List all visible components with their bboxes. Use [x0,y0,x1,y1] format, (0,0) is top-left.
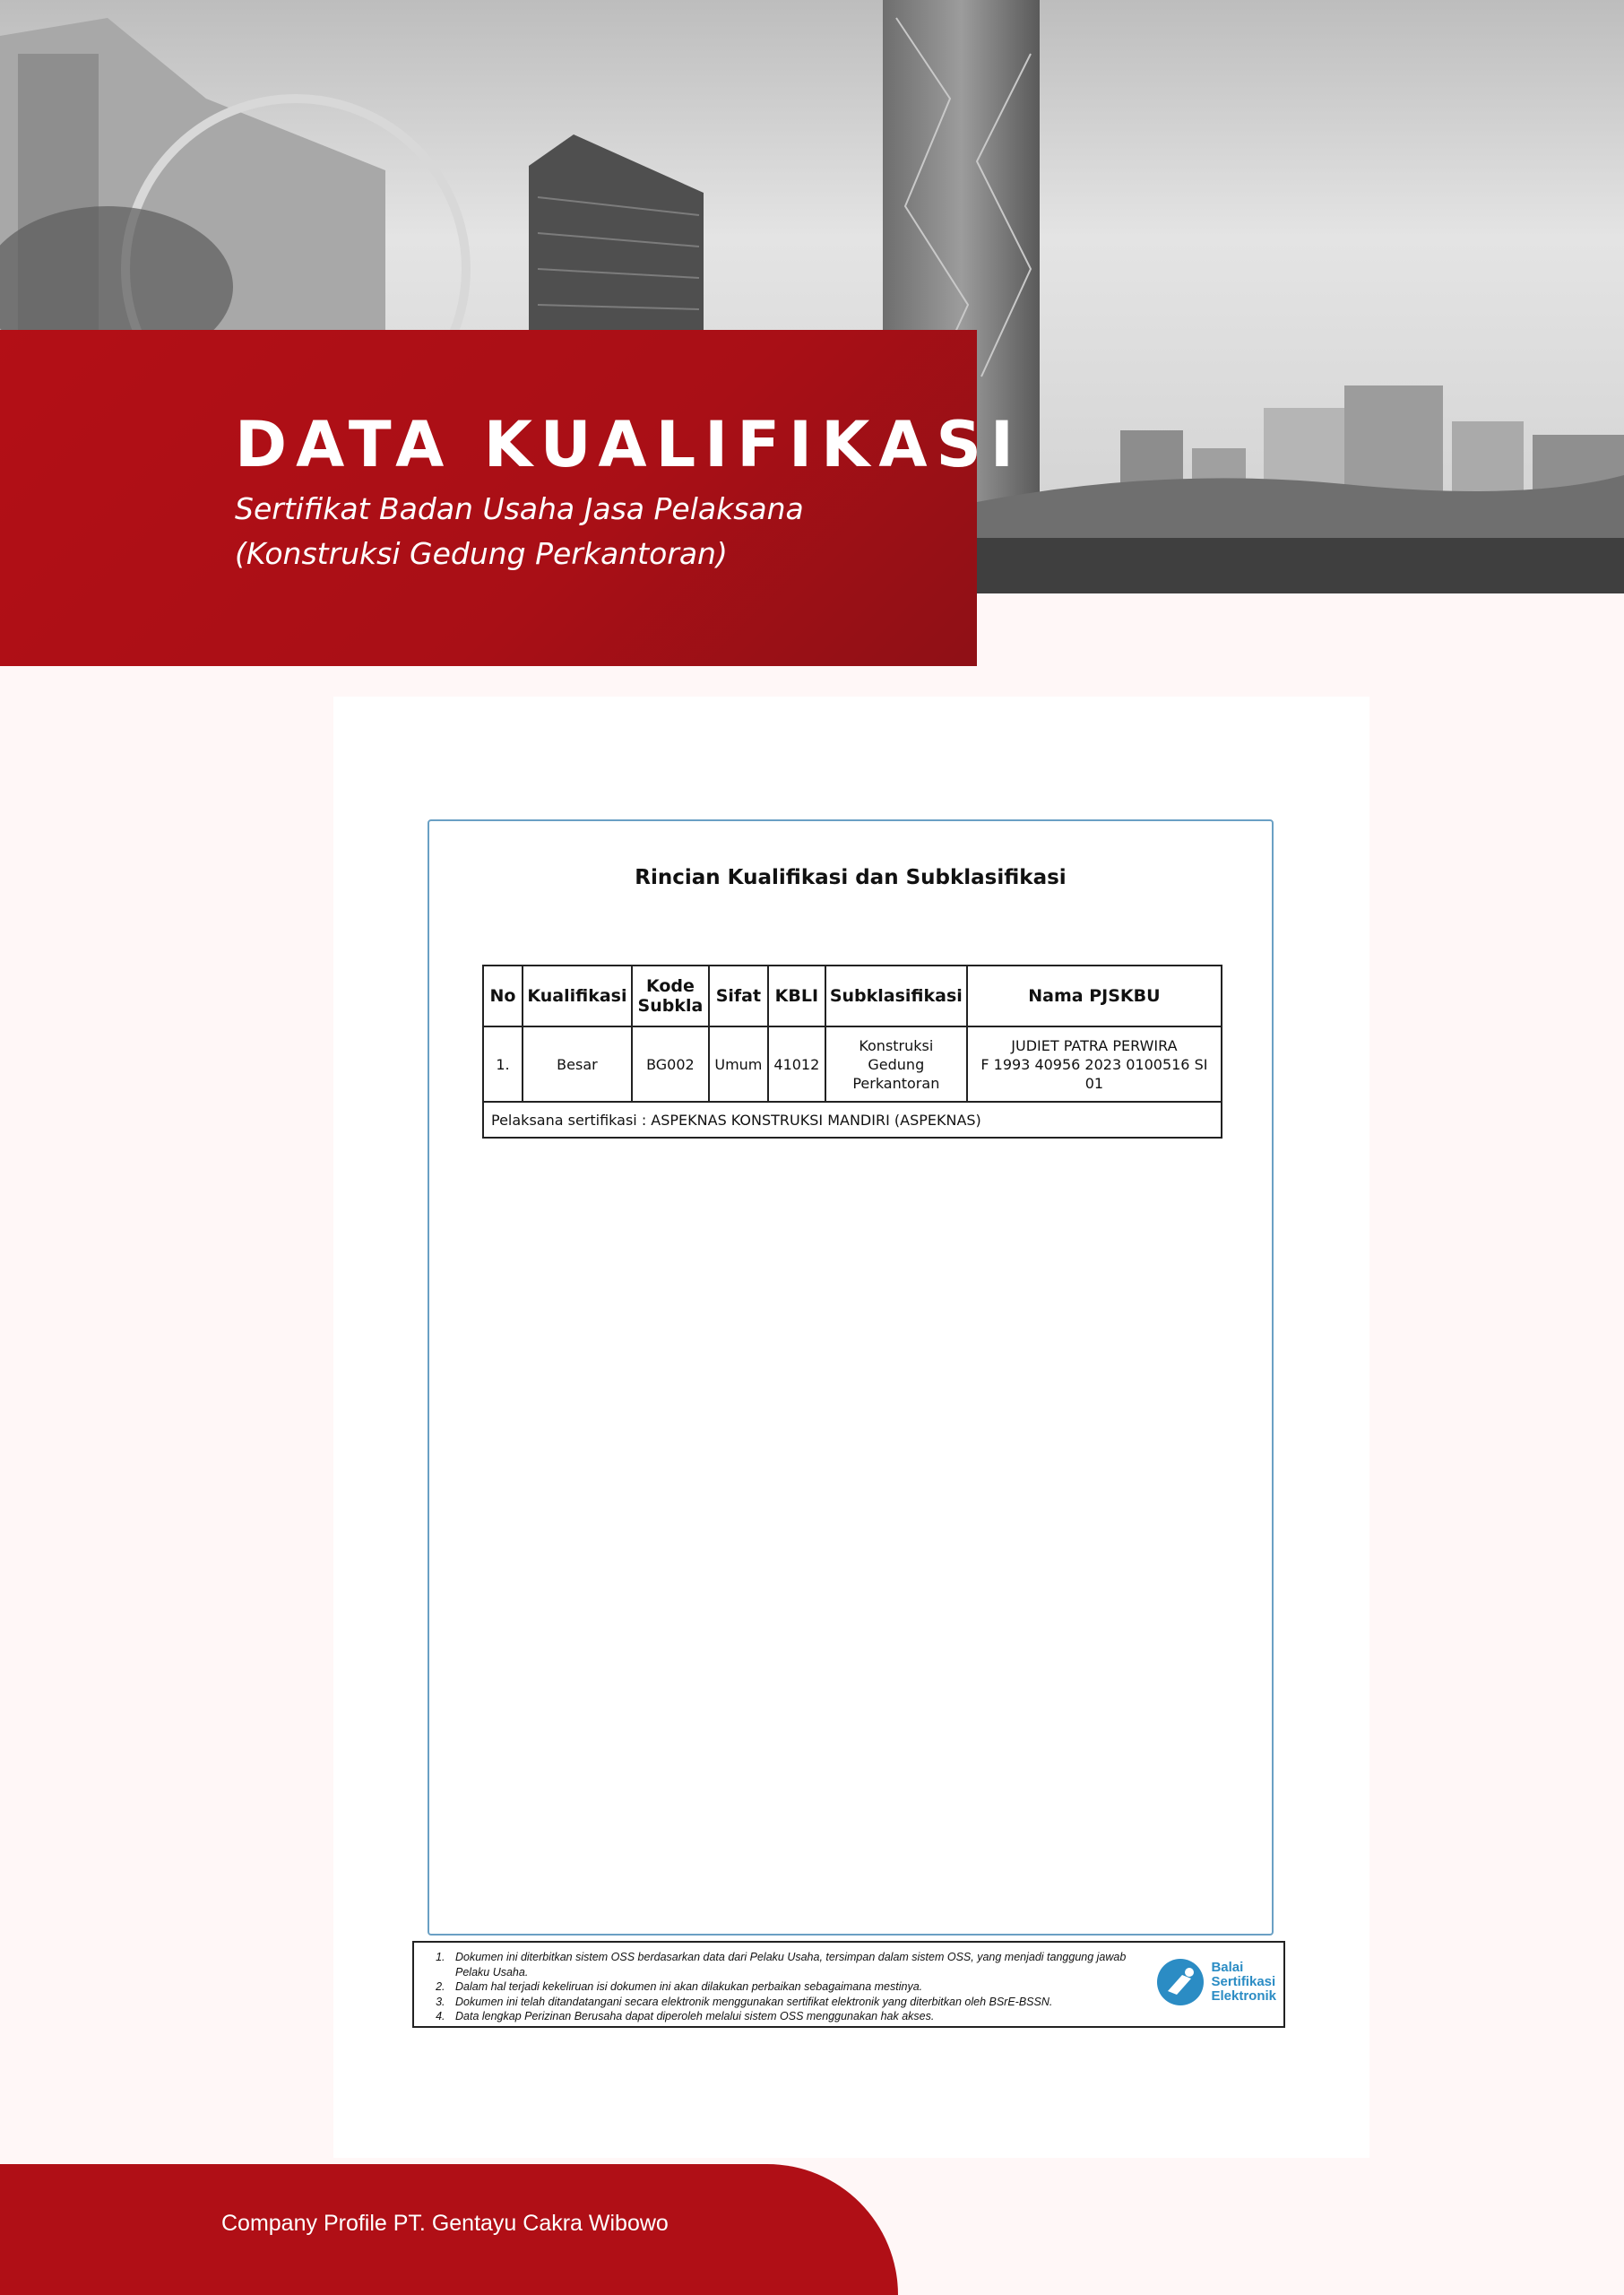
column-header-no: No [483,966,523,1026]
cell-nama-pjskbu [967,1026,1222,1102]
cell-subklasifikasi: Konstruksi Gedung Perkantoran [825,1026,967,1102]
bsre-logo [1155,1957,1276,2007]
cell-sifat: Umum [709,1026,768,1102]
column-header-nama-pjskbu: Nama PJSKBU [967,966,1222,1026]
notes-list [414,1943,1147,2024]
table-row [483,1026,1222,1102]
cell-no: 1. [483,1026,523,1102]
cell-kode: BG002 [632,1026,709,1102]
note-item: 3. Dokumen ini telah ditandatangani secara elektronik menggunakan sertifikat elektronik yang diterbitkan oleh BSrE-BSSN. [448,1995,1147,2010]
column-header-sifat: Sifat [709,966,768,1026]
footer-company-text: Company Profile PT. Gentayu Cakra Wibowo [221,2211,669,2236]
column-header-subklasifikasi: Subklasifikasi [825,966,967,1026]
note-item: 4. Data lengkap Perizinan Berusaha dapat diperoleh melalui sistem OSS menggunakan hak akses. [448,2009,1147,2024]
cell-kualifikasi: Besar [523,1026,632,1102]
note-item: 1. Dokumen ini diterbitkan sistem OSS berdasarkan data dari Pelaku Usaha, tersimpan dalam sistem OSS, yang menjadi tanggung jawab Pelaku Usaha. [448,1950,1147,1979]
note-item: 2. Dalam hal terjadi kekeliruan isi dokumen ini akan dilakukan perbaikan sebagaimana mestinya. [448,1979,1147,1995]
pjskbu-id: F 1993 40956 2023 0100516 SI 01 [980,1055,1208,1092]
certificate-title: Rincian Kualifikasi dan Subklasifikasi [635,866,1067,889]
bsre-emblem-icon [1155,1957,1205,2007]
column-header-kode-subkla: Kode Subkla [632,966,709,1026]
qualification-table [482,965,1222,1139]
table-footer-row [483,1102,1222,1138]
certificate-notes [412,1941,1285,2028]
pelaksana-sertifikasi: Pelaksana sertifikasi : ASPEKNAS KONSTRUKSI MANDIRI (ASPEKNAS) [483,1102,1222,1138]
table-header-row [483,966,1222,1026]
certificate-frame [428,819,1274,1936]
bsre-logo-text: Balai Sertifikasi Elektronik [1211,1960,1276,2004]
column-header-kualifikasi: Kualifikasi [523,966,632,1026]
pjskbu-name: JUDIET PATRA PERWIRA [1011,1036,1178,1054]
cell-kbli: 41012 [768,1026,825,1102]
page-subtitle: Sertifikat Badan Usaha Jasa Pelaksana (Konstruksi Gedung Perkantoran) [235,491,804,571]
column-header-kbli: KBLI [768,966,825,1026]
page-title: DATA KUALIFIKASI [235,408,1023,481]
